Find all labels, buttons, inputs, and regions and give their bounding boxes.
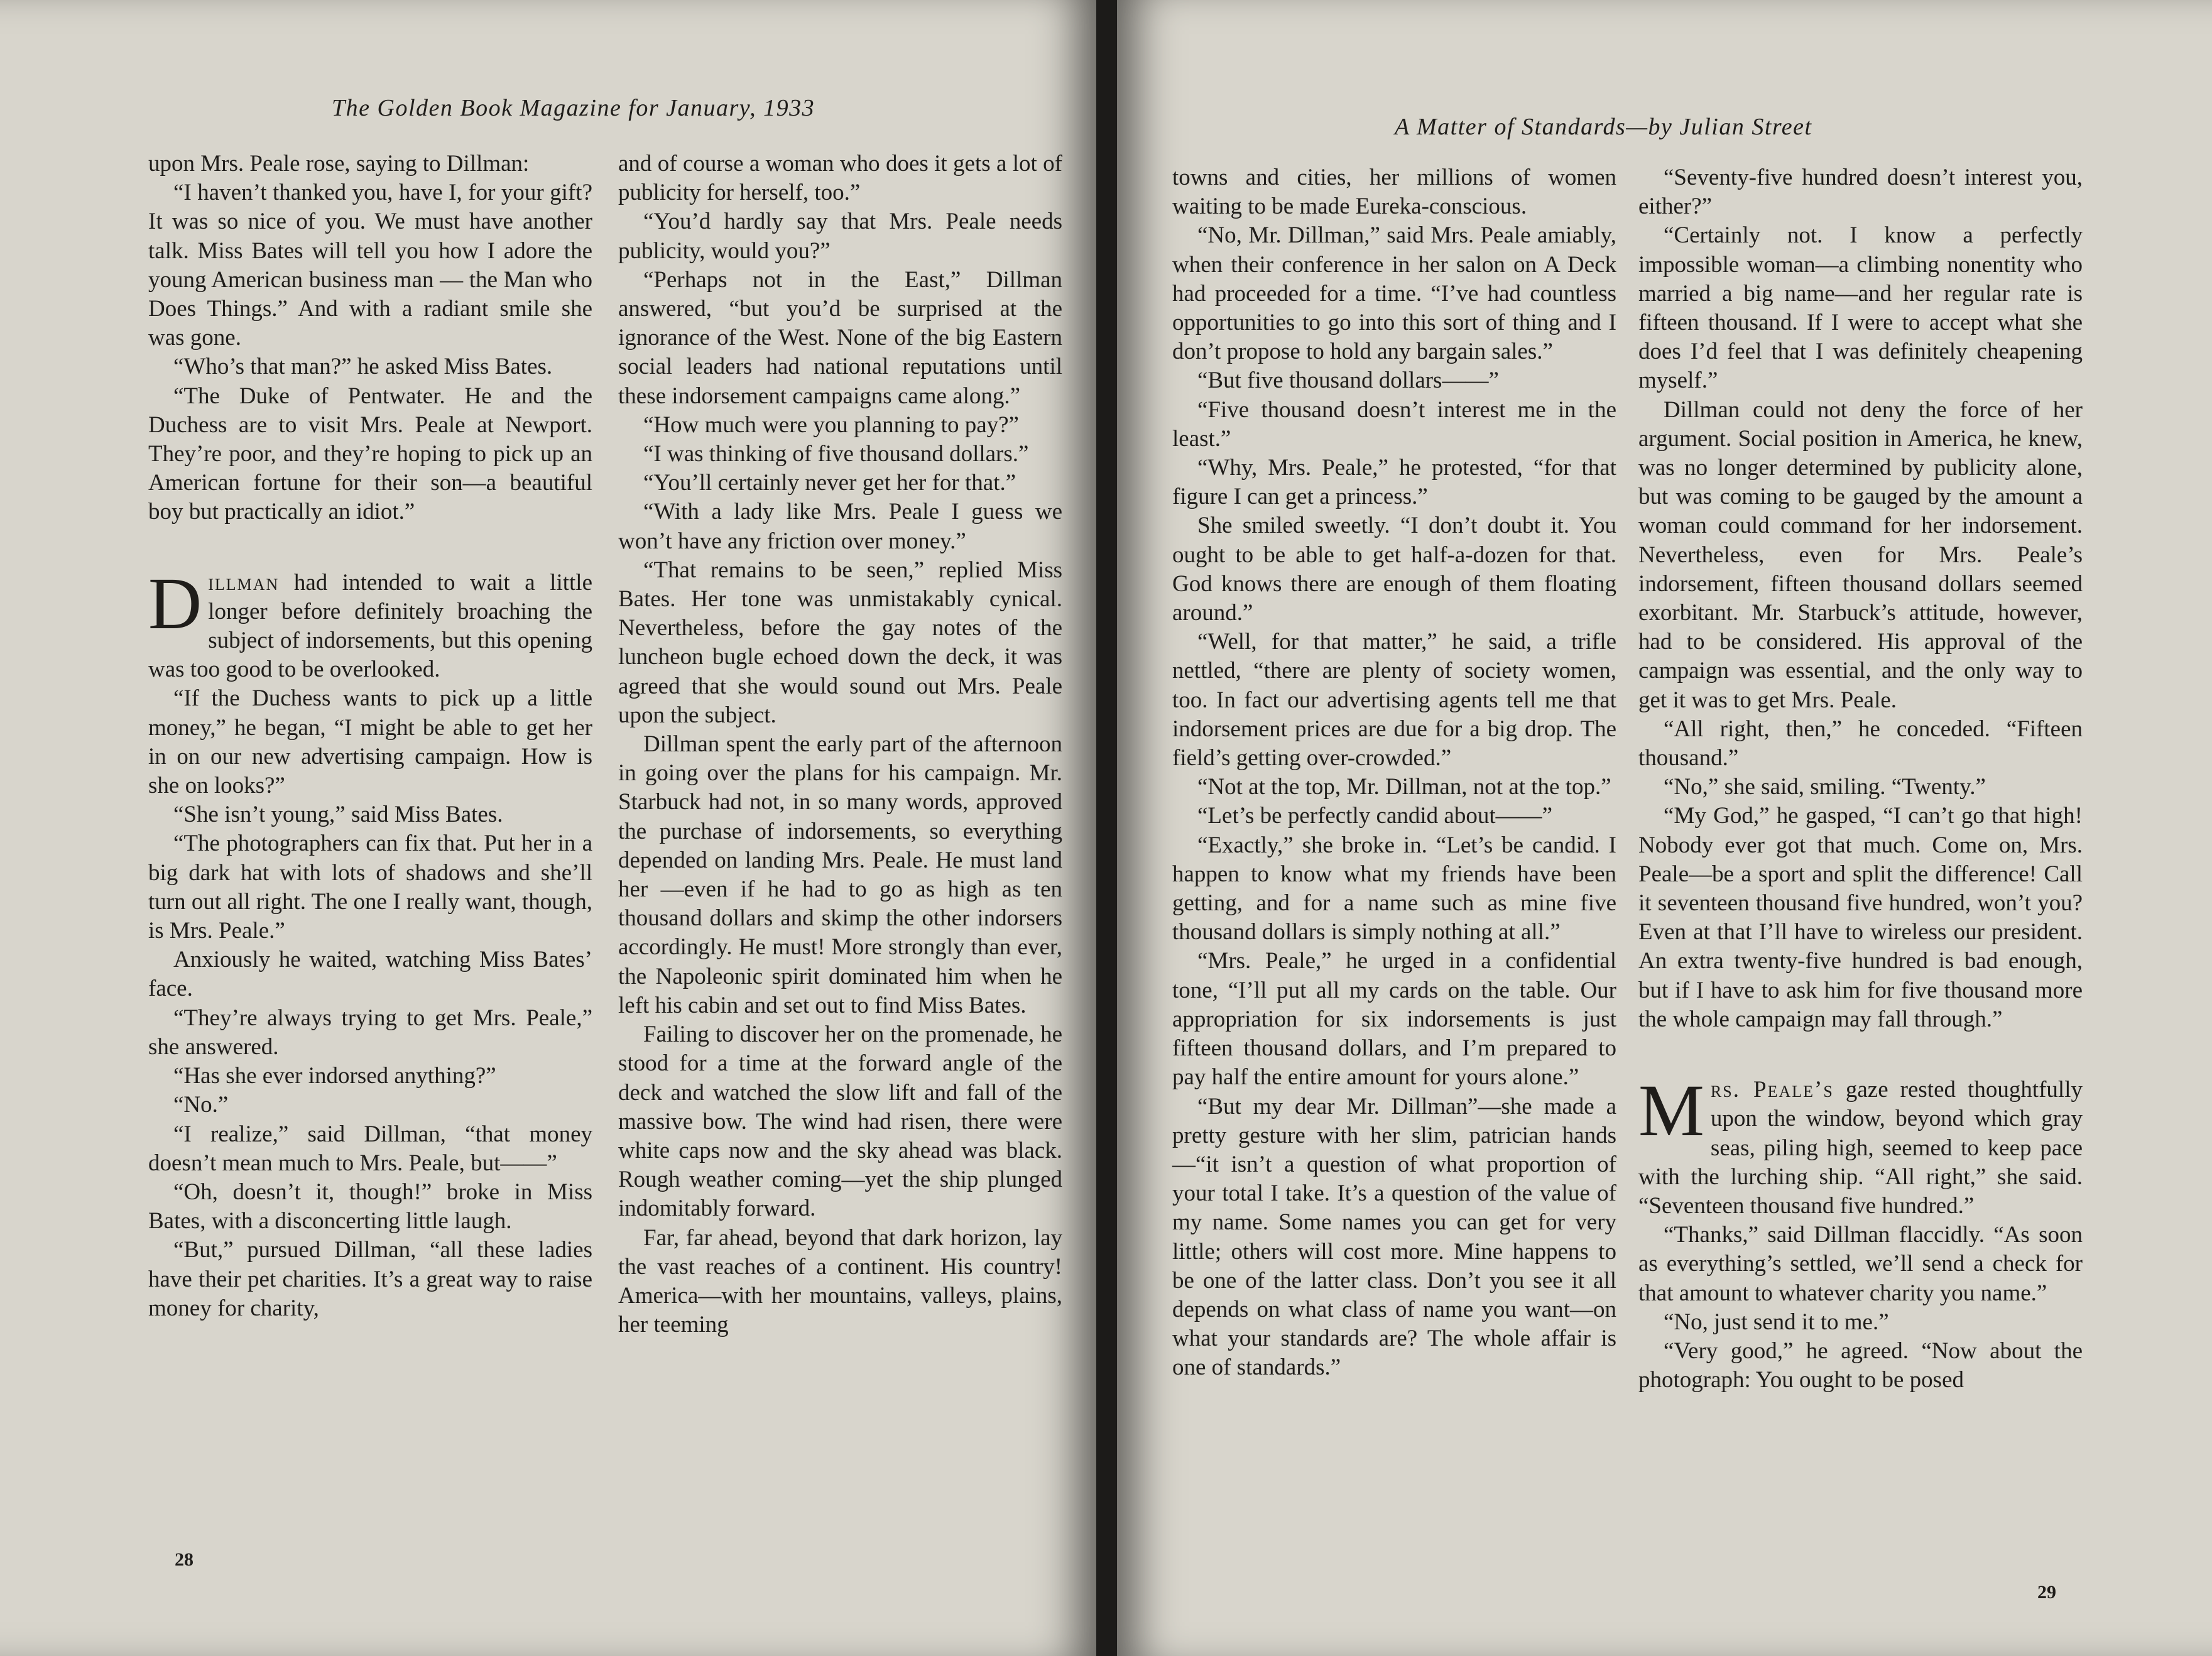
section-opening-paragraph (148, 562, 592, 685)
drop-cap: M (1638, 1069, 1704, 1152)
paragraph-group (148, 684, 592, 1322)
paragraph: “Mrs. Peale,” he urged in a confidential tone, “I’ll put all my cards on the table. Our appropriation for six indorsements is just fifteen thousand dollars, and I’m prepared to pay half the entire amount for yours alone.” (1172, 948, 1616, 1091)
paragraph: “With a lady like Mrs. Peale I guess we won’t have any friction over money.” (618, 499, 1062, 554)
paragraph: “Five thousand doesn’t interest me in the least.” (1172, 396, 1616, 452)
paragraph: “Exactly,” she broke in. “Let’s be candid. I happen to know what my friends have been getting, and for a name such as mine five thousand dollars is simply nothing at all.” (1172, 832, 1616, 945)
left-page (0, 0, 1096, 1656)
small-caps-lead: illman (208, 569, 280, 596)
paragraph: “No, Mr. Dillman,” said Mrs. Peale amiably, when their conference in her salon on A Deck had proceeded for a time. “I’ve had countless opportunities to go into this sort of thing and I don’t propose to hold any bargain sales.” (1172, 222, 1616, 365)
left-column-2 (618, 150, 1062, 1339)
paragraph: “But,” pursued Dillman, “all these ladies have their pet charities. It’s a great way to raise money for charity, (148, 1237, 592, 1321)
page-number: 29 (2037, 1582, 2056, 1603)
paragraph: “I was thinking of five thousand dollars.” (643, 441, 1029, 467)
paragraph: “The Duke of Pentwater. He and the Duchess are to visit Mrs. Peale at Newport. They’re poor, and they’re hoping to pick up an American fortune for their son—a beautiful boy but practically an idiot.” (148, 383, 592, 525)
paragraph: “No,” she said, smiling. “Twenty.” (1664, 774, 1986, 800)
paragraph: “Let’s be perfectly candid about——” (1197, 803, 1553, 829)
paragraph: “That remains to be seen,” replied Miss Bates. Her tone was unmistakably cynical. Nevertheless, before the gay notes of the luncheon bugle echoed down the deck, it was agreed that she would sound out Mrs. Peale upon the subject. (618, 557, 1062, 728)
section-opening-paragraph (1638, 1069, 2083, 1221)
small-caps-lead: rs. Peale’s (1710, 1077, 1834, 1103)
paragraph: and of course a woman who does it gets a lot of publicity for herself, too.” (618, 151, 1062, 206)
paragraph: “I realize,” said Dillman, “that money doesn’t mean much to Mrs. Peale, but——” (148, 1121, 592, 1176)
paragraph: “Has she ever indorsed anything?” (173, 1063, 496, 1089)
paragraph: Far, far ahead, beyond that dark horizon, lay the vast reaches of a continent. His country! America—with her mountains, valleys, plains, her teeming (618, 1224, 1062, 1338)
paragraph: “Very good,” he agreed. “Now about the photograph: You ought to be posed (1638, 1337, 2083, 1393)
paragraph-group (1172, 163, 1616, 1383)
drop-cap: D (148, 562, 202, 645)
paragraph: “All right, then,” he conceded. “Fifteen thousand.” (1638, 716, 2083, 771)
paragraph: “Why, Mrs. Peale,” he protested, “for that figure I can get a princess.” (1172, 455, 1616, 510)
paragraph-group (1638, 1221, 2083, 1395)
paragraph-group (148, 150, 592, 527)
paragraph: “You’ll certainly never get her for that.” (643, 470, 1016, 496)
paragraph-text: gaze rested thoughtfully upon the window, beyond which gray seas, piling high, seemed to keep pace with the lurching ship. “All right,” she said. “Seventeen thousand five hundred.” (1638, 1077, 2083, 1219)
paragraph-group (1638, 163, 2083, 1034)
paragraph: She smiled sweetly. “I don’t doubt it. You ought to be able to get half-a-dozen for that. God knows there are enough of them floating around.” (1172, 513, 1616, 626)
paragraph: Anxiously he waited, watching Miss Bates’ face. (148, 947, 592, 1002)
paragraph: “But my dear Mr. Dillman”—she made a pretty gesture with her slim, patrician hands—“it isn’t a question of what proportion of your total I take. It’s a question of the value of my name. Some names you can get for very little; others will cost more. Mine happens to be one of the latter class. Don’t you see it all depends on what class of name you want—on what your standards are? The whole affair is one of standards.” (1172, 1093, 1616, 1381)
running-head: A Matter of Standards—by Julian Street (1395, 114, 1812, 140)
paragraph: Dillman spent the early part of the afternoon in going over the plans for his campaign. Mr. Starbuck had not, in so many words, approved the purchase of indorsements, so everything depended on landing Mrs. Peale. He must land her —even if he had to go as high as ten thousand dollars and skimp the other indorsers accordingly. He must! More strongly than ever, the Napoleonic spirit dominated him when he left his cabin and set out to find Miss Bates. (618, 731, 1062, 1018)
right-column-1 (1172, 163, 1616, 1383)
paragraph: “How much were you planning to pay?” (643, 411, 1019, 438)
left-column-1 (148, 150, 592, 1323)
paragraph: “My God,” he gasped, “I can’t go that high! Nobody ever got that much. Come on, Mrs. Peale—be a sport and split the difference! Call it seventeen thousand five hundred, won’t you? Even at that I’ll have to wireless our president. An extra twenty-five hundred is bad enough, but if I have to ask him for five thousand more the whole campaign may fall through.” (1638, 803, 2083, 1032)
paragraph: “Oh, doesn’t it, though!” broke in Miss Bates, with a disconcerting little laugh. (148, 1179, 592, 1234)
paragraph: towns and cities, her millions of women waiting to be made Eureka-conscious. (1172, 165, 1616, 220)
paragraph: “Not at the top, Mr. Dillman, not at the top.” (1197, 774, 1611, 800)
paragraph: “I haven’t thanked you, have I, for your gift? It was so nice of you. We must have another talk. Miss Bates will tell you how I adore the young American business man — the Man who Does Things.” And with a radiant smile she was gone. (148, 180, 592, 351)
paragraph: “Certainly not. I know a perfectly impossible woman—a climbing nonentity who married a big name—and her regular rate is fifteen thousand. If I were to accept what she does I’d feel that I was definitely cheapening myself.” (1638, 222, 2083, 394)
paragraph: “Well, for that matter,” he said, a trifle nettled, “there are plenty of society women, too. In fact our advertising agents tell me that indorsement prices are due for a big drop. The field’s getting over-crowded.” (1172, 629, 1616, 771)
paragraph: Dillman could not deny the force of her argument. Social position in America, he knew, was no longer determined by publicity alone, but was coming to be gauged by the amount a woman could command for her indorsement. Nevertheless, even for Mrs. Peale’s indorsement, fifteen thousand dollars seemed exorbitant. Mr. Starbuck’s attitude, however, had to be considered. His approval of the campaign was essential, and the only way to get it was to get Mrs. Peale. (1638, 396, 2083, 713)
book-gutter (1096, 0, 1117, 1656)
right-column-2 (1638, 163, 2083, 1395)
paragraph: “They’re always trying to get Mrs. Peale,” she answered. (148, 1005, 592, 1060)
paragraph: upon Mrs. Peale rose, saying to Dillman: (148, 151, 530, 177)
paragraph-text: had intended to wait a little longer before definitely broaching the subject of indorsements, but this opening was too good to be overlooked. (148, 569, 592, 683)
paragraph-group (618, 150, 1062, 1339)
paragraph: “But five thousand dollars——” (1197, 368, 1499, 394)
running-head: The Golden Book Magazine for January, 1933 (332, 95, 815, 121)
right-page (1117, 0, 2212, 1656)
paragraph: “No, just send it to me.” (1664, 1309, 1889, 1335)
paragraph: “The photographers can fix that. Put her in a big dark hat with lots of shadows and she’ll turn out all right. The one I really want, though, is Mrs. Peale.” (148, 831, 592, 944)
page-number: 28 (175, 1549, 193, 1570)
paragraph: “You’d hardly say that Mrs. Peale needs publicity, would you?” (618, 209, 1062, 264)
paragraph: “No.” (173, 1092, 229, 1118)
paragraph: Failing to discover her on the promenade, he stood for a time at the forward angle of the deck and watched the slow lift and fall of the massive bow. The wind had risen, there were white caps now and the sky ahead was black. Rough weather coming—yet the ship plunged indomitably forward. (618, 1021, 1062, 1222)
paragraph: “Thanks,” said Dillman flaccidly. “As soon as everything’s settled, we’ll send a check for that amount to whatever charity you name.” (1638, 1222, 2083, 1306)
paragraph: “If the Duchess wants to pick up a little money,” he began, “I might be able to get her in on our new advertising campaign. How is she on looks?” (148, 685, 592, 799)
paragraph: “She isn’t young,” said Miss Bates. (173, 802, 503, 828)
paragraph: “Who’s that man?” he asked Miss Bates. (173, 354, 553, 380)
paragraph: “Seventy-five hundred doesn’t interest you, either?” (1638, 165, 2083, 220)
paragraph: “Perhaps not in the East,” Dillman answered, “but you’d be surprised at the ignorance of the West. None of the big Eastern social leaders had national reputations until these indorsement campaigns came along.” (618, 266, 1062, 409)
